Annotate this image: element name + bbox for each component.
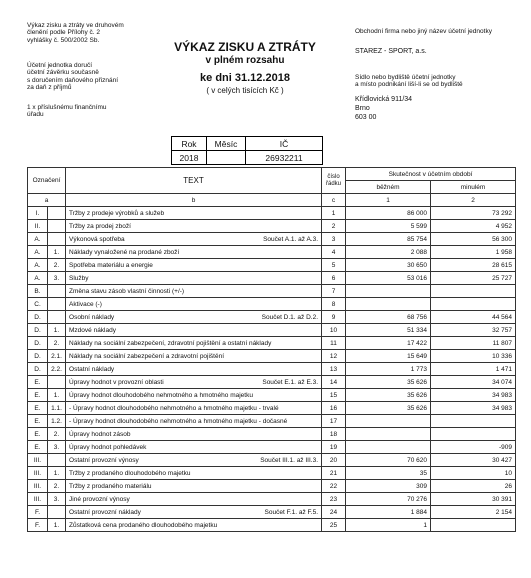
row-number: 3 <box>322 233 346 246</box>
company-city: Brno <box>355 105 370 112</box>
row-label-minor <box>48 298 66 311</box>
header-1: 1 <box>346 194 431 207</box>
value-current: 53 016 <box>346 272 431 285</box>
value-current: 35 626 <box>346 376 431 389</box>
value-previous: 34 983 <box>431 389 516 402</box>
row-number: 2 <box>322 220 346 233</box>
row-number: 18 <box>322 428 346 441</box>
row-label-minor <box>48 454 66 467</box>
value-current: 2 088 <box>346 246 431 259</box>
header-cislo-radku: číslo řádku <box>322 168 346 194</box>
row-label-major: E. <box>28 389 48 402</box>
row-label-minor <box>48 233 66 246</box>
income-statement-table <box>27 167 516 532</box>
table-row <box>28 220 516 233</box>
company-name-label: Obchodní firma nebo jiný název účetní jednotky <box>355 28 492 35</box>
value-previous: 30 427 <box>431 454 516 467</box>
row-text-label: Osobní náklady <box>69 313 115 321</box>
row-text: - Úpravy hodnot dlouhodobého nehmotného a hmotného majetku - trvalé <box>66 402 322 415</box>
row-label-minor: 1. <box>48 246 66 259</box>
value-current: 35 626 <box>346 402 431 415</box>
row-label-major: F. <box>28 519 48 532</box>
statement-rows <box>28 207 516 532</box>
row-text-label: Výkonová spotřeba <box>69 235 125 243</box>
row-text: Aktivace (-) <box>66 298 322 311</box>
mesic-value <box>207 151 246 165</box>
rok-label: Rok <box>172 137 207 151</box>
row-number: 15 <box>322 389 346 402</box>
header-a: a <box>28 194 66 207</box>
row-label-minor: 1.2. <box>48 415 66 428</box>
row-text <box>66 376 322 389</box>
value-previous: 34 983 <box>431 402 516 415</box>
table-row <box>28 493 516 506</box>
company-street: Křídlovická 911/34 <box>355 96 413 103</box>
header-c: c <box>322 194 346 207</box>
table-row <box>28 415 516 428</box>
value-current: 70 276 <box>346 493 431 506</box>
row-text: Spotřeba materiálu a energie <box>66 259 322 272</box>
value-current <box>346 441 431 454</box>
row-label-minor <box>48 376 66 389</box>
value-previous: 1 471 <box>431 363 516 376</box>
value-current: 85 754 <box>346 233 431 246</box>
row-text <box>66 311 322 324</box>
row-label-minor: 2. <box>48 337 66 350</box>
row-text: Služby <box>66 272 322 285</box>
table-row <box>28 285 516 298</box>
row-label-major: C. <box>28 298 48 311</box>
row-number: 9 <box>322 311 346 324</box>
row-sum-note: Součet E.1. až E.3. <box>262 378 319 386</box>
row-label-minor <box>48 311 66 324</box>
value-current <box>346 428 431 441</box>
row-label-minor: 1. <box>48 389 66 402</box>
row-number: 23 <box>322 493 346 506</box>
row-text: Náklady na sociální zabezpečení a zdravotní pojištění <box>66 350 322 363</box>
row-label-minor <box>48 207 66 220</box>
table-row <box>28 311 516 324</box>
table-row <box>28 506 516 519</box>
row-label-major: D. <box>28 311 48 324</box>
row-label-minor: 2.2. <box>48 363 66 376</box>
regulation-note: Výkaz zisku a ztráty ve druhovém členění podle Přílohy č. 2 vyhlášky č. 500/2002 Sb. <box>27 22 124 44</box>
row-label-major: D. <box>28 337 48 350</box>
row-number: 19 <box>322 441 346 454</box>
value-previous: 1 958 <box>431 246 516 259</box>
row-text: Náklady na sociální zabezpečení, zdravotní pojištění a ostatní náklady <box>66 337 322 350</box>
row-number: 13 <box>322 363 346 376</box>
value-current: 35 626 <box>346 389 431 402</box>
row-label-minor <box>48 285 66 298</box>
row-text: - Úpravy hodnot dlouhodobého nehmotného a hmotného majetku - dočasné <box>66 415 322 428</box>
value-current: 17 422 <box>346 337 431 350</box>
row-label-major: F. <box>28 506 48 519</box>
row-label-minor: 1. <box>48 467 66 480</box>
table-row <box>28 480 516 493</box>
row-number: 1 <box>322 207 346 220</box>
row-label-minor <box>48 220 66 233</box>
row-text: Jiné provozní výnosy <box>66 493 322 506</box>
value-previous: 10 336 <box>431 350 516 363</box>
row-label-major: E. <box>28 441 48 454</box>
row-number: 17 <box>322 415 346 428</box>
row-number: 12 <box>322 350 346 363</box>
table-row <box>28 350 516 363</box>
row-label-major: III. <box>28 493 48 506</box>
row-number: 16 <box>322 402 346 415</box>
row-number: 25 <box>322 519 346 532</box>
row-text: Úpravy hodnot zásob <box>66 428 322 441</box>
row-label-major: D. <box>28 363 48 376</box>
table-row <box>28 337 516 350</box>
company-zip: 603 00 <box>355 114 377 121</box>
row-text <box>66 233 322 246</box>
value-previous: 30 391 <box>431 493 516 506</box>
period-table <box>171 136 323 165</box>
table-row <box>28 454 516 467</box>
value-current: 30 650 <box>346 259 431 272</box>
row-label-major: E. <box>28 376 48 389</box>
value-current: 35 <box>346 467 431 480</box>
report-subtitle: v plném rozsahu <box>205 55 285 66</box>
row-label-major: A. <box>28 272 48 285</box>
ic-value: 26932211 <box>246 151 323 165</box>
row-text <box>66 454 322 467</box>
row-text: Tržby z prodaného dlouhodobého majetku <box>66 467 322 480</box>
table-row <box>28 246 516 259</box>
value-previous <box>431 285 516 298</box>
value-current: 5 599 <box>346 220 431 233</box>
row-label-minor: 2. <box>48 480 66 493</box>
header-row-1 <box>28 168 516 181</box>
value-current: 1 884 <box>346 506 431 519</box>
row-label-major: D. <box>28 324 48 337</box>
row-label-major: III. <box>28 454 48 467</box>
row-text: Mzdové náklady <box>66 324 322 337</box>
header-bezne: běžném <box>346 181 431 194</box>
value-current <box>346 285 431 298</box>
value-current: 15 649 <box>346 350 431 363</box>
row-sum-note: Součet III.1. až III.3. <box>260 456 319 464</box>
unit-info-note: Účetní jednotka doručí účetní závěrku současně s doručením daňového přiznání za daň z příjmů <box>27 62 119 92</box>
value-previous: 4 952 <box>431 220 516 233</box>
report-title: VÝKAZ ZISKU A ZTRÁTY <box>174 40 316 54</box>
row-sum-note: Součet A.1. až A.3. <box>263 235 319 243</box>
row-text: Změna stavu zásob vlastní činnosti (+/-) <box>66 285 322 298</box>
table-row <box>28 389 516 402</box>
row-text: Úpravy hodnot pohledávek <box>66 441 322 454</box>
row-sum-note: Součet D.1. až D.2. <box>261 313 319 321</box>
row-label-major: A. <box>28 259 48 272</box>
table-row <box>28 272 516 285</box>
value-previous: 73 292 <box>431 207 516 220</box>
value-current: 70 620 <box>346 454 431 467</box>
header-row-3 <box>28 194 516 207</box>
table-row <box>28 519 516 532</box>
value-previous: -909 <box>431 441 516 454</box>
value-previous <box>431 519 516 532</box>
row-sum-note: Součet F.1. až F.5. <box>264 508 319 516</box>
value-current: 1 <box>346 519 431 532</box>
header-minule: minulém <box>431 181 516 194</box>
report-units: ( v celých tisících Kč ) <box>206 86 284 95</box>
row-text: Ostatní náklady <box>66 363 322 376</box>
header-b: b <box>66 194 322 207</box>
row-label-major: II. <box>28 220 48 233</box>
row-label-minor: 3. <box>48 441 66 454</box>
value-previous: 2 154 <box>431 506 516 519</box>
value-current: 86 000 <box>346 207 431 220</box>
row-text: Náklady vynaložené na prodané zboží <box>66 246 322 259</box>
row-label-major: D. <box>28 350 48 363</box>
value-previous: 32 757 <box>431 324 516 337</box>
row-number: 7 <box>322 285 346 298</box>
row-text: Tržby z prodeje výrobků a služeb <box>66 207 322 220</box>
header-text: TEXT <box>66 168 322 194</box>
value-previous: 11 807 <box>431 337 516 350</box>
company-address-label: Sídlo nebo bydliště účetní jednotky a místo podnikání liší-li se od bydliště <box>355 74 463 89</box>
row-label-major: III. <box>28 480 48 493</box>
row-label-major: E. <box>28 402 48 415</box>
row-label-major: III. <box>28 467 48 480</box>
value-current <box>346 415 431 428</box>
row-number: 14 <box>322 376 346 389</box>
row-label-major: I. <box>28 207 48 220</box>
table-row <box>28 259 516 272</box>
row-label-minor: 2.1. <box>48 350 66 363</box>
table-row <box>28 207 516 220</box>
value-previous: 28 615 <box>431 259 516 272</box>
rok-value: 2018 <box>172 151 207 165</box>
table-row <box>28 298 516 311</box>
row-number: 6 <box>322 272 346 285</box>
header-oznaceni: Označení <box>28 168 66 194</box>
row-label-minor: 2. <box>48 428 66 441</box>
value-previous: 34 074 <box>431 376 516 389</box>
row-label-minor: 3. <box>48 272 66 285</box>
value-current: 1 773 <box>346 363 431 376</box>
row-text: Úpravy hodnot dlouhodobého nehmotného a hmotného majetku <box>66 389 322 402</box>
value-previous <box>431 298 516 311</box>
row-label-major: E. <box>28 428 48 441</box>
value-current <box>346 298 431 311</box>
value-current: 51 334 <box>346 324 431 337</box>
mesic-label: Měsíc <box>207 137 246 151</box>
row-number: 22 <box>322 480 346 493</box>
row-number: 5 <box>322 259 346 272</box>
table-row <box>28 467 516 480</box>
row-number: 24 <box>322 506 346 519</box>
row-label-minor <box>48 506 66 519</box>
value-previous: 25 727 <box>431 272 516 285</box>
header-2: 2 <box>431 194 516 207</box>
value-previous: 56 300 <box>431 233 516 246</box>
row-number: 11 <box>322 337 346 350</box>
row-number: 20 <box>322 454 346 467</box>
row-label-minor: 1. <box>48 324 66 337</box>
value-previous: 44 564 <box>431 311 516 324</box>
value-previous: 10 <box>431 467 516 480</box>
copy-note: 1 x příslušnému finančnímu úřadu <box>27 104 107 119</box>
row-label-major: A. <box>28 246 48 259</box>
header-skutecnost: Skutečnost v účetním období <box>346 168 516 181</box>
company-name: STAREZ - SPORT, a.s. <box>355 48 427 55</box>
row-text <box>66 506 322 519</box>
row-label-major: B. <box>28 285 48 298</box>
row-label-minor: 2. <box>48 259 66 272</box>
value-current: 309 <box>346 480 431 493</box>
table-row <box>28 363 516 376</box>
table-row <box>28 402 516 415</box>
table-row <box>28 376 516 389</box>
table-row <box>28 441 516 454</box>
row-text: Tržby za prodej zboží <box>66 220 322 233</box>
value-previous <box>431 428 516 441</box>
row-label-major: A. <box>28 233 48 246</box>
row-number: 21 <box>322 467 346 480</box>
row-text: Tržby z prodaného materiálu <box>66 480 322 493</box>
row-text-label: Ostatní provozní výnosy <box>69 456 139 464</box>
row-label-minor: 1.1. <box>48 402 66 415</box>
row-number: 4 <box>322 246 346 259</box>
value-current: 68 756 <box>346 311 431 324</box>
row-text-label: Úpravy hodnot v provozní oblasti <box>69 378 164 386</box>
report-date: ke dni 31.12.2018 <box>200 72 290 84</box>
row-label-major: E. <box>28 415 48 428</box>
row-label-minor: 1. <box>48 519 66 532</box>
value-previous: 26 <box>431 480 516 493</box>
ic-label: IČ <box>246 137 323 151</box>
row-text: Zůstatková cena prodaného dlouhodobého majetku <box>66 519 322 532</box>
row-label-minor: 3. <box>48 493 66 506</box>
table-row <box>28 233 516 246</box>
value-previous <box>431 415 516 428</box>
table-row <box>28 324 516 337</box>
row-number: 10 <box>322 324 346 337</box>
table-row <box>28 428 516 441</box>
row-text-label: Ostatní provozní náklady <box>69 508 141 516</box>
row-number: 8 <box>322 298 346 311</box>
